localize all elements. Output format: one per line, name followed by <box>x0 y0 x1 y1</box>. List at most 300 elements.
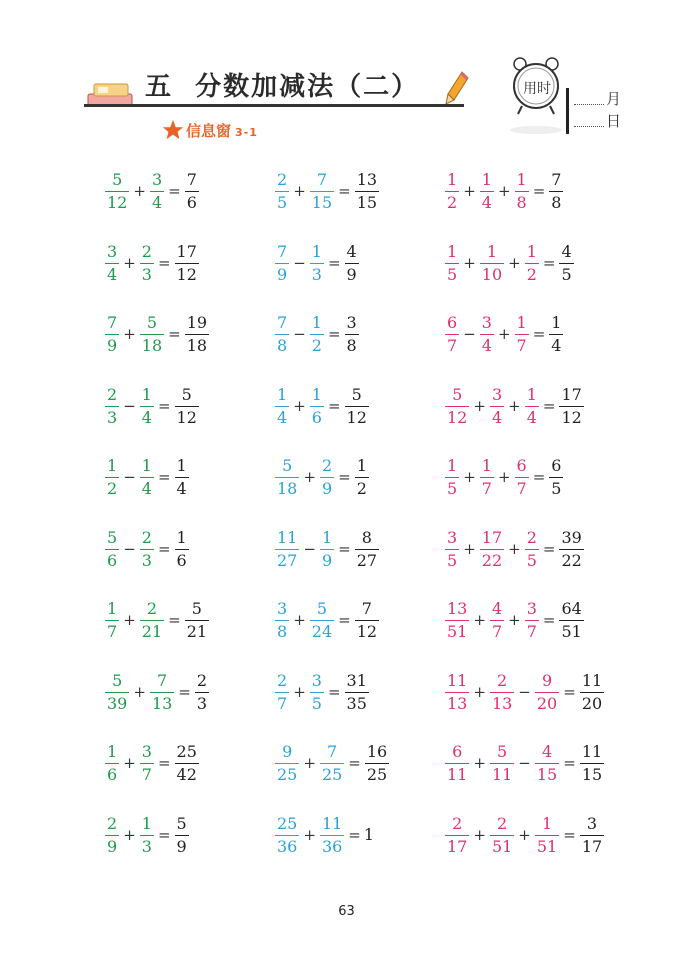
numerator: 4 <box>541 742 553 761</box>
denominator: 4 <box>141 407 152 427</box>
fraction <box>525 527 539 570</box>
equals-sign: = <box>157 754 171 772</box>
operator: − <box>293 325 306 343</box>
fraction <box>445 172 459 211</box>
equation <box>274 601 380 640</box>
denominator: 5 <box>526 550 537 570</box>
equals-sign: = <box>157 539 171 558</box>
equals-sign: = <box>327 253 341 272</box>
operator: + <box>473 825 486 844</box>
numerator: 25 <box>176 742 197 761</box>
denominator: 7 <box>481 479 492 498</box>
equation <box>444 527 585 570</box>
fraction <box>490 813 514 856</box>
answer-fraction <box>185 315 209 354</box>
operator: + <box>463 253 476 272</box>
denominator: 8 <box>346 336 357 355</box>
numerator: 1 <box>551 313 562 332</box>
equals-sign: = <box>532 325 546 343</box>
numerator: 2 <box>526 527 537 547</box>
operator: + <box>518 825 531 844</box>
numerator: 11 <box>581 670 603 690</box>
fraction <box>310 241 324 284</box>
numerator: 13 <box>356 170 378 189</box>
fraction <box>275 315 289 354</box>
answer-fraction <box>175 384 199 427</box>
fraction <box>275 670 289 713</box>
numerator: 3 <box>481 313 492 332</box>
answer-fraction <box>185 601 209 640</box>
denominator: 2 <box>311 336 322 355</box>
equals-sign: = <box>563 825 576 844</box>
equals-sign: = <box>157 468 171 486</box>
equals-sign: = <box>348 754 361 772</box>
denominator: 39 <box>107 693 128 713</box>
numerator: 5 <box>452 384 463 404</box>
equation <box>444 241 575 284</box>
equation <box>274 813 375 856</box>
numerator: 7 <box>277 241 288 261</box>
numerator: 9 <box>282 742 293 761</box>
numerator: 5 <box>497 742 508 761</box>
numerator: 11 <box>321 813 343 833</box>
equation <box>444 384 585 427</box>
equals-sign: = <box>338 468 351 486</box>
operator: + <box>463 182 476 200</box>
denominator: 15 <box>311 193 333 212</box>
numerator: 2 <box>497 670 508 690</box>
equals-sign: = <box>542 253 556 272</box>
denominator: 7 <box>491 622 503 641</box>
month-blank <box>574 104 604 105</box>
denominator: 22 <box>561 550 582 570</box>
answer-fraction <box>195 670 209 713</box>
equation <box>104 527 190 570</box>
denominator: 2 <box>526 264 537 284</box>
denominator: 20 <box>581 693 603 713</box>
denominator: 36 <box>277 836 298 856</box>
equation <box>274 670 370 713</box>
answer-fraction <box>355 458 369 497</box>
denominator: 51 <box>447 622 468 641</box>
denominator: 8 <box>277 336 288 355</box>
numerator: 13 <box>447 599 468 618</box>
numerator: 5 <box>176 813 187 833</box>
fraction <box>275 172 289 211</box>
denominator: 3 <box>141 264 152 284</box>
equation <box>444 744 605 783</box>
denominator: 22 <box>481 550 503 570</box>
equals-sign: = <box>563 754 576 772</box>
numerator: 7 <box>107 313 118 332</box>
numerator: 2 <box>196 670 208 690</box>
numerator: 31 <box>346 670 367 690</box>
numerator: 1 <box>107 456 118 475</box>
numerator: 5 <box>181 384 192 404</box>
denominator: 12 <box>356 622 378 641</box>
numerator: 1 <box>356 456 367 475</box>
numerator: 3 <box>491 384 503 404</box>
numerator: 2 <box>452 813 463 833</box>
timer-label: 用时 <box>523 81 551 97</box>
operator: − <box>123 468 136 486</box>
denominator: 8 <box>516 193 527 212</box>
numerator: 6 <box>516 456 527 475</box>
fraction <box>105 172 129 211</box>
fraction <box>490 384 504 427</box>
denominator: 7 <box>107 622 118 641</box>
fraction <box>535 813 559 856</box>
equation <box>444 601 585 640</box>
denominator: 3 <box>141 836 152 856</box>
operator: − <box>303 539 316 558</box>
numerator: 17 <box>481 527 503 547</box>
numerator: 1 <box>516 313 527 332</box>
denominator: 27 <box>277 550 298 570</box>
fraction <box>275 458 299 497</box>
fraction <box>445 315 459 354</box>
denominator: 3 <box>311 264 322 284</box>
denominator: 12 <box>447 407 468 427</box>
denominator: 7 <box>277 693 288 713</box>
numerator: 2 <box>277 670 288 690</box>
day-label: 日 <box>606 112 622 130</box>
fraction <box>480 527 504 570</box>
numerator: 1 <box>481 456 492 475</box>
fraction <box>105 241 119 284</box>
equation <box>104 601 210 640</box>
numerator: 2 <box>497 813 508 833</box>
operator: − <box>123 396 136 415</box>
numerator: 19 <box>186 313 208 332</box>
operator: + <box>293 611 306 629</box>
numerator: 3 <box>447 527 458 547</box>
numerator: 5 <box>112 670 123 690</box>
numerator: 1 <box>107 742 118 761</box>
fraction <box>105 601 119 640</box>
numerator: 7 <box>361 599 372 618</box>
equation <box>444 670 605 713</box>
denominator: 15 <box>356 193 378 212</box>
denominator: 11 <box>447 765 468 784</box>
equals-sign: = <box>168 325 181 343</box>
denominator: 13 <box>151 693 173 713</box>
fraction <box>105 384 119 427</box>
numerator: 5 <box>146 313 158 332</box>
fraction <box>480 315 494 354</box>
fraction <box>275 601 289 640</box>
denominator: 9 <box>107 836 118 856</box>
denominator: 6 <box>311 407 322 427</box>
numerator: 4 <box>561 241 572 261</box>
denominator: 5 <box>561 264 572 284</box>
operator: + <box>133 682 146 701</box>
pencil-icon <box>444 70 470 106</box>
numerator: 1 <box>541 813 553 833</box>
equation <box>444 172 564 211</box>
operator: + <box>293 182 306 200</box>
fraction <box>140 384 154 427</box>
answer-fraction <box>559 241 573 284</box>
operator: − <box>518 754 531 772</box>
fraction <box>515 458 529 497</box>
fraction <box>140 315 164 354</box>
numerator: 3 <box>151 170 163 189</box>
denominator: 5 <box>447 479 458 498</box>
answer-fraction <box>355 527 379 570</box>
fraction <box>445 527 459 570</box>
denominator: 4 <box>176 479 187 498</box>
fraction <box>490 670 514 713</box>
denominator: 15 <box>536 765 558 784</box>
equation <box>104 744 200 783</box>
fraction <box>515 315 529 354</box>
numerator: 1 <box>277 384 288 404</box>
denominator: 4 <box>491 407 503 427</box>
operator: − <box>463 325 476 343</box>
operator: − <box>518 682 531 701</box>
numerator: 5 <box>351 384 362 404</box>
denominator: 4 <box>151 193 163 212</box>
answer-fraction <box>175 527 189 570</box>
fraction <box>105 527 119 570</box>
denominator: 25 <box>277 765 298 784</box>
fraction <box>140 813 154 856</box>
denominator: 2 <box>356 479 367 498</box>
equals-sign: = <box>542 539 556 558</box>
fraction <box>490 601 504 640</box>
numerator: 1 <box>311 384 322 404</box>
denominator: 21 <box>141 622 163 641</box>
denominator: 4 <box>481 193 492 212</box>
equation <box>274 315 360 354</box>
equation <box>104 670 210 713</box>
denominator: 21 <box>186 622 208 641</box>
fraction <box>275 744 299 783</box>
denominator: 9 <box>321 550 333 570</box>
denominator: 10 <box>481 264 503 284</box>
fraction <box>320 527 334 570</box>
numerator: 2 <box>141 527 152 547</box>
numerator: 7 <box>327 742 338 761</box>
numerator: 1 <box>526 384 537 404</box>
equals-sign: = <box>542 396 556 415</box>
equation <box>104 315 210 354</box>
operator: + <box>473 754 486 772</box>
numerator: 3 <box>346 313 357 332</box>
equals-sign: = <box>532 182 546 200</box>
denominator: 25 <box>366 765 388 784</box>
denominator: 7 <box>526 622 537 641</box>
numerator: 2 <box>146 599 158 618</box>
denominator: 12 <box>176 407 197 427</box>
fraction <box>150 172 164 211</box>
denominator: 4 <box>551 336 562 355</box>
fraction <box>140 458 154 497</box>
answer-fraction <box>345 241 359 284</box>
fraction <box>525 241 539 284</box>
operator: − <box>293 253 306 272</box>
numerator: 1 <box>526 241 537 261</box>
equation <box>104 172 200 211</box>
answer-fraction <box>580 744 604 783</box>
denominator: 2 <box>447 193 458 212</box>
denominator: 4 <box>526 407 537 427</box>
fraction <box>105 813 119 856</box>
denominator: 6 <box>176 550 187 570</box>
operator: + <box>303 468 316 486</box>
fraction <box>140 241 154 284</box>
fraction <box>445 458 459 497</box>
denominator: 27 <box>356 550 378 570</box>
operator: + <box>123 825 136 844</box>
denominator: 3 <box>107 407 118 427</box>
answer-fraction <box>345 315 359 354</box>
fraction <box>445 813 469 856</box>
operator: + <box>508 539 521 558</box>
star-icon <box>162 119 184 141</box>
page-number: 63 <box>338 904 355 919</box>
fraction <box>480 458 494 497</box>
answer-fraction <box>559 601 583 640</box>
denominator: 51 <box>491 836 513 856</box>
numerator: 3 <box>586 813 598 833</box>
info-window-title: 信息窗 <box>186 122 232 140</box>
fraction <box>140 744 154 783</box>
numerator: 3 <box>141 742 152 761</box>
answer-fraction <box>559 384 583 427</box>
numerator: 1 <box>516 170 527 189</box>
answer-fraction <box>355 172 379 211</box>
fraction <box>320 458 334 497</box>
equals-sign: = <box>532 468 546 486</box>
denominator: 51 <box>561 622 582 641</box>
numerator: 1 <box>141 384 152 404</box>
numerator: 25 <box>277 813 298 833</box>
numerator: 8 <box>361 527 372 547</box>
equation <box>104 241 200 284</box>
fraction <box>150 670 174 713</box>
denominator: 18 <box>141 336 163 355</box>
denominator: 17 <box>447 836 468 856</box>
date-divider <box>566 88 569 134</box>
operator: + <box>473 682 486 701</box>
equation <box>274 172 380 211</box>
numerator: 1 <box>447 170 458 189</box>
numerator: 7 <box>186 170 197 189</box>
operator: + <box>293 682 306 701</box>
numerator: 2 <box>277 170 288 189</box>
day-blank <box>574 126 604 127</box>
numerator: 11 <box>581 742 603 761</box>
operator: + <box>463 468 476 486</box>
denominator: 2 <box>107 479 118 498</box>
numerator: 1 <box>141 813 152 833</box>
month-label: 月 <box>606 90 622 108</box>
denominator: 42 <box>176 765 197 784</box>
fraction <box>310 172 334 211</box>
equals-sign: = <box>157 825 171 844</box>
denominator: 20 <box>536 693 558 713</box>
equals-sign: = <box>168 611 181 629</box>
fraction <box>105 670 129 713</box>
fraction <box>310 315 324 354</box>
operator: + <box>508 611 521 629</box>
denominator: 7 <box>516 479 527 498</box>
answer-fraction <box>345 384 369 427</box>
fraction <box>480 241 504 284</box>
answer-fraction <box>580 813 604 856</box>
numerator: 7 <box>157 670 168 690</box>
page-title: 五 分数加减法（二） <box>145 72 420 102</box>
denominator: 9 <box>346 264 357 284</box>
equation <box>274 241 360 284</box>
numerator: 1 <box>107 599 118 618</box>
answer-fraction <box>185 172 199 211</box>
answer-fraction <box>549 458 563 497</box>
numerator: 11 <box>447 670 468 690</box>
denominator: 9 <box>277 264 288 284</box>
operator: + <box>123 253 136 272</box>
equals-sign: = <box>542 611 556 629</box>
numerator: 1 <box>486 241 498 261</box>
answer-fraction <box>549 315 563 354</box>
denominator: 13 <box>491 693 513 713</box>
equation <box>104 813 190 856</box>
operator: + <box>293 396 306 415</box>
fraction <box>310 601 334 640</box>
denominator: 12 <box>107 193 128 212</box>
numerator: 1 <box>176 527 187 547</box>
denominator: 35 <box>346 693 367 713</box>
fraction <box>140 527 154 570</box>
numerator: 5 <box>112 170 123 189</box>
answer-fraction <box>580 670 604 713</box>
equation <box>444 813 605 856</box>
denominator: 12 <box>346 407 367 427</box>
numerator: 2 <box>321 456 333 475</box>
fraction <box>535 670 559 713</box>
equation <box>104 458 190 497</box>
operator: + <box>123 754 136 772</box>
numerator: 5 <box>316 599 328 618</box>
equals-sign: = <box>168 182 181 200</box>
equation <box>444 315 564 354</box>
numerator: 16 <box>366 742 388 761</box>
fraction <box>445 670 469 713</box>
denominator: 4 <box>481 336 492 355</box>
fraction <box>320 813 344 856</box>
numerator: 1 <box>321 527 333 547</box>
denominator: 11 <box>491 765 513 784</box>
denominator: 7 <box>516 336 527 355</box>
denominator: 5 <box>447 264 458 284</box>
denominator: 6 <box>107 765 118 784</box>
equals-sign: = <box>348 825 361 844</box>
numerator: 1 <box>311 313 322 332</box>
numerator: 1 <box>447 456 458 475</box>
equals-sign: = <box>338 611 351 629</box>
denominator: 12 <box>561 407 582 427</box>
denominator: 4 <box>141 479 152 498</box>
equals-sign: = <box>327 325 341 343</box>
fraction <box>105 458 119 497</box>
fraction <box>525 601 539 640</box>
denominator: 25 <box>321 765 343 784</box>
numerator: 3 <box>526 599 537 618</box>
equals-sign: = <box>338 182 351 200</box>
equals-sign: = <box>327 682 341 701</box>
